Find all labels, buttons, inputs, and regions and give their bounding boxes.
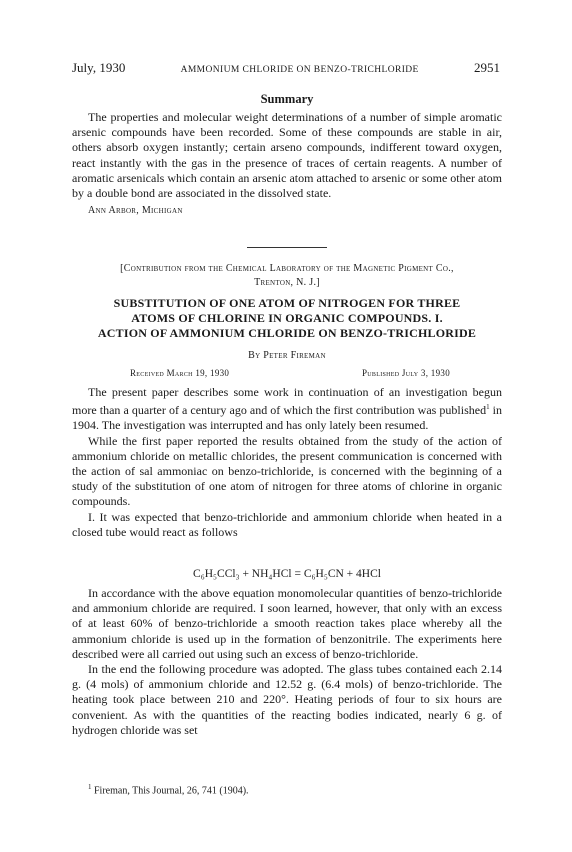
body-part-1 xyxy=(72,385,502,540)
footnote-text: Fireman, This Journal, 26, 741 (1904). xyxy=(91,785,249,797)
paragraph-1: The present paper describes some work in continuation of an investigation begun more than a quarter of a century ago and of which the first contribution was published$^1$ in 1904. The investigation was interrupted and has only lately been resumed. xyxy=(72,385,502,433)
contribution-line-2: Trenton, N. J.] xyxy=(254,277,320,288)
summary-section xyxy=(72,110,502,218)
title-line-2: ATOMS OF CHLORINE IN ORGANIC COMPOUNDS. I. xyxy=(131,311,443,325)
paragraph-3: I. It was expected that benzo-trichloride and ammonium chloride when heated in a closed tube would react as follows xyxy=(72,509,502,539)
footnote xyxy=(88,783,249,796)
summary-paragraph: The properties and molecular weight determinations of a number of simple aromatic arsenic compounds have been recorded. Some of these compounds are stable in air, others absorb oxygen instantly; certain arseno compounds, indifferent toward oxygen, react instantly with the gas in the presence of traces of certain reagents. A number of aromatic arsenicals which contain an arsenic atom attached to arsenic or some other atom by a double bond are associated in the dissolved state. xyxy=(72,110,502,201)
title-line-3: ACTION OF AMMONIUM CHLORIDE ON BENZO-TRICHLORIDE xyxy=(97,326,477,340)
page-number: 2951 xyxy=(474,60,500,75)
reaction-equation: C₆H₅CCl₃ + NH₄HCl = C₆H₅CN + 4HCl xyxy=(193,568,381,580)
running-head xyxy=(72,60,500,78)
byline: By Peter Fireman xyxy=(248,350,326,361)
body-part-2 xyxy=(72,586,502,738)
author-location: Ann Arbor, Michigan xyxy=(88,205,183,217)
footnote-marker: 1 xyxy=(88,783,92,791)
paragraph-5: In the end the following procedure was adopted. The glass tubes contained each 2.14 g. (4 mols) of ammonium chloride and 12.52 g. (6.4 mols) of benzo-trichloride. The heating took place between 210 and 220°. Heating periods of four to six hours are convenient. As with the quantities of the reacting bodies indicated, nearly 6 g. of hydrogen chloride was set xyxy=(72,662,502,737)
footnote-ref: 1 xyxy=(486,403,490,412)
summary-heading: Summary xyxy=(260,92,314,106)
issue-date: July, 1930 xyxy=(72,60,126,75)
article-title xyxy=(72,296,502,341)
section-divider xyxy=(247,247,327,248)
paragraph-2: While the first paper reported the results obtained from the study of the action of ammonium chloride on metallic chlorides, the present communication is concerned with the action of sal ammoniac on benzo-trichloride, is concerned with the beginning of a study of the substitution of one atom of nitrogen for three atoms of chlorine in organic compounds. xyxy=(72,433,502,509)
contribution-note xyxy=(72,262,502,290)
received-date: Received March 19, 1930 xyxy=(130,368,230,378)
paragraph-4: In accordance with the above equation monomolecular quantities of benzo-trichloride and ammonium chloride are required. I soon learned, however, that only with an excess of at least 60% of benzo-trichloride a smooth reaction takes place whereby all the ammonium chloride is used up in the formation of benzonitrile. The experiments here described were all carried out using such an excess of benzo-trichloride. xyxy=(72,586,502,661)
contribution-line-1: [Contribution from the Chemical Laboratory of the Magnetic Pigment Co., xyxy=(120,263,454,274)
running-title: AMMONIUM CHLORIDE ON BENZO-TRICHLORIDE xyxy=(180,65,419,75)
title-line-1: SUBSTITUTION OF ONE ATOM OF NITROGEN FOR THREE xyxy=(113,296,461,310)
published-date: Published July 3, 1930 xyxy=(361,368,450,378)
article-dates xyxy=(130,368,450,378)
